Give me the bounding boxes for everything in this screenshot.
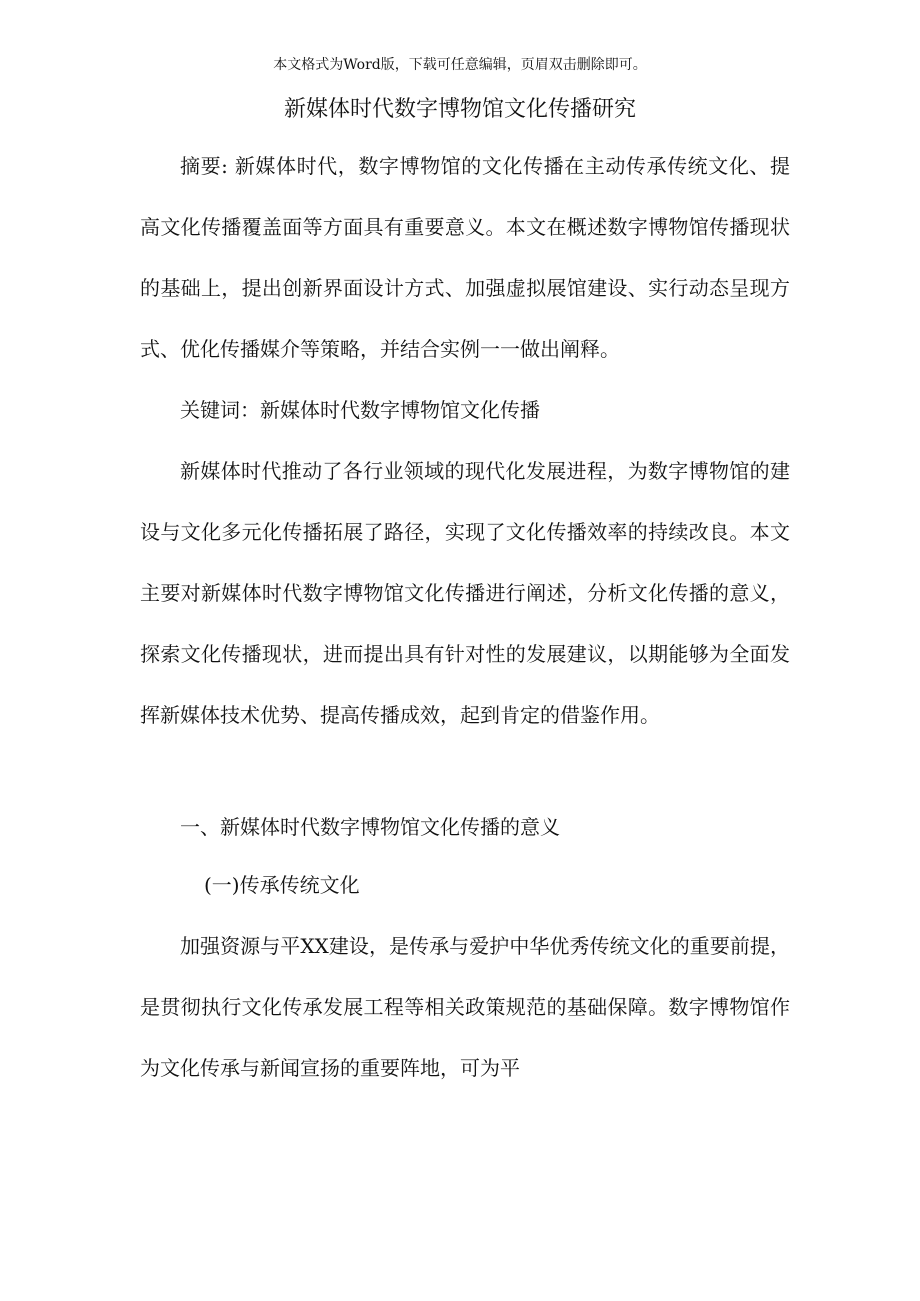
subsection-heading: (一)传承传统文化 [204,873,360,897]
document-title: 新媒体时代数字博物馆文化传播研究 [283,97,636,122]
body-paragraph: 加强资源与平XX建设，是传承与爱护中华优秀传统文化的重要前提，是贯彻执行文化传承发展工程等相关政策规范的基础保障。数字博物馆作为文化传承与新闻宣扬的重要阵地，可为平 [140,934,790,1080]
keywords-line: 关键词：新媒体时代数字博物馆文化传播 [180,398,540,422]
abstract-paragraph: 摘要: 新媒体时代，数字博物馆的文化传播在主动传承传统文化、提高文化传播覆盖面等方面具有重要意义。本文在概述数字博物馆传播现状的基础上，提出创新界面设计方式、加强虚拟展馆建设、实行动态呈现方式、优化传播媒介等策略，并结合实例一一做出阐释。 [140,154,790,361]
section-heading: 一、新媒体时代数字博物馆文化传播的意义 [180,815,560,839]
intro-paragraph: 新媒体时代推动了各行业领域的现代化发展进程，为数字博物馆的建设与文化多元化传播拓展了路径，实现了文化传播效率的持续改良。本文主要对新媒体时代数字博物馆文化传播进行阐述，分析文化传播的意义，探索文化传播现状，进而提出具有针对性的发展建议，以期能够为全面发挥新媒体技术优势、提高传播成效，起到肯定的借鉴作用。 [140,459,790,727]
header-note: 本文格式为Word版，下载可任意编辑，页眉双击删除即可。 [273,57,647,73]
